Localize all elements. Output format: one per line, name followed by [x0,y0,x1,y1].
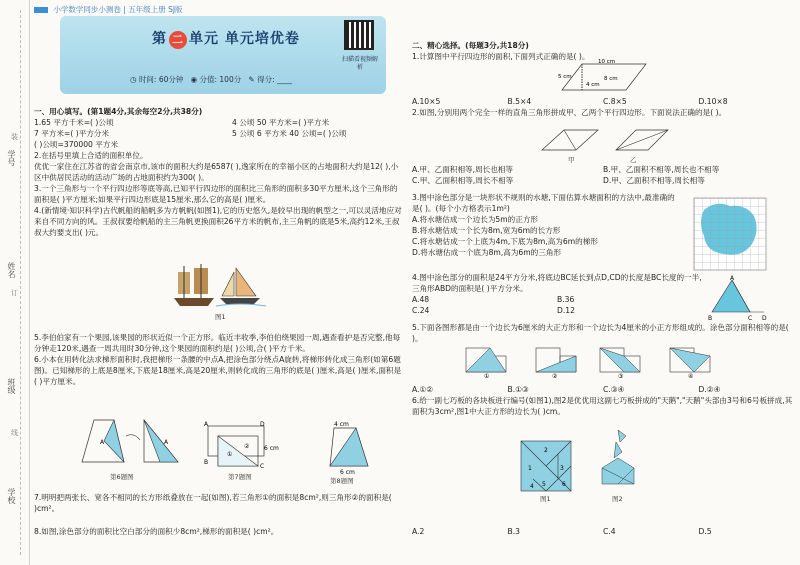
svg-text:①: ① [484,373,490,380]
right-q1-options [412,96,794,118]
trapezoid-shaded-figure [320,418,380,476]
fig7-caption: 第7题图 [228,473,252,481]
q5-option-c[interactable]: C.③④ [603,385,625,394]
q5-options [412,384,794,395]
svg-text:3: 3 [560,465,564,472]
q4-option-b[interactable]: B.36 [557,295,575,304]
svg-text:C: C [748,315,753,322]
choice-question-6: 6.给一副七巧板的各块板进行编号(如图1),图2是优优用这副七巧板拼成的"天鹅","天鹅"头部由3号和6号板拼成,其面积为3cm²,图1中大正方形的边长为( )cm。 [412,396,793,416]
q5-option-a[interactable]: A.①② [412,385,434,394]
svg-text:①: ① [227,451,233,458]
figure-jia: 甲 [568,156,575,164]
svg-text:B: B [708,315,713,322]
q2-options-row2 [412,175,794,186]
svg-text:D: D [260,421,265,428]
unit-banner [60,16,386,94]
q1-b: 4 公顷 50 平方米=( )平方米 [232,118,330,127]
fig1-caption: 图1 [215,313,226,321]
question-2: 2.在括号里填上合适的面积单位。 [34,151,148,160]
tangram-square-figure [520,440,572,492]
left-column-lower [34,332,402,387]
question-6: 6.小本在用转化法求梯形面积时,我把梯形一条腰的中点A,把涂色部分绕点A旋转,将梯形转化成三角形(如第6题图)。已知梯形的上底是8厘米,下底是18厘米,高是20厘米,则转化成的三角形的底是( )厘米,高是( )厘米,面积是( )平方厘米。 [34,355,402,386]
svg-text:A: A [204,421,209,428]
q2-option-a[interactable]: A.甲、乙面积相等,周长也相等 [412,165,514,174]
svg-text:4 cm: 4 cm [586,82,600,88]
section-choice: 二、精心选择。(每题3分,共18分) [412,41,529,50]
score-icon: ◉ [190,75,198,84]
q4-options-row2 [412,305,702,316]
got-score: 得分: ____ [257,75,292,84]
q1-option-c[interactable]: C.8×5 [603,97,627,106]
left-column [34,104,402,238]
choice-question-4: 4.图中涂色部分的面积是24平方分米,将底边BC延长到点D,CD的长度是BC长度的一半,三角形ABD的面积是( )平方分米。 [412,273,702,293]
svg-text:④: ④ [688,373,694,380]
q1-d: ( )公顷=370000 平方米 [34,140,119,149]
series-header: 小学数学同步小测卷 | 五年级上册 SJ版 [34,4,183,15]
tangram-fig2-caption: 图2 [612,495,623,503]
qr-code-icon[interactable] [344,20,374,50]
svg-text:1: 1 [528,465,532,472]
svg-text:4: 4 [530,483,534,490]
right-q6-options [412,526,794,537]
q1-c: 7 平方米=( )平方分米 [34,129,110,138]
q1-option-b[interactable]: B.5×4 [507,97,532,106]
q3-option-b[interactable]: B.将水塘估成一个长为8m,宽为6m的长方形 [412,226,561,235]
svg-text:②: ② [552,373,558,380]
svg-text:10 cm: 10 cm [598,59,616,65]
choice-question-5: 5.下面各图形都是由一个边长为6厘米的大正方形和一个边长为4厘米的小正方形组成的。涂色部分面积相等的是( )。 [412,323,789,343]
triangle-abd-figure [706,276,770,320]
q6-option-b[interactable]: B.3 [507,527,520,536]
q2-option-d[interactable]: D.甲、乙面积不相等,周长相等 [603,176,705,185]
total-score: 分值: 100分 [199,75,242,84]
question-2-text: 优优一家住在江苏省的省会南京市,该市的面积大约是6587( ),逸家所在的幸福小区的占地面积大约是12( ),小区中供居民活动的活动广场的占地面积约为300( )。 [34,162,399,182]
trapezoid-rotate-figure [80,418,180,468]
svg-text:B: B [204,459,209,466]
svg-text:2: 2 [544,447,548,454]
q4-option-c[interactable]: C.24 [412,306,430,315]
q5-option-d[interactable]: D.②④ [698,385,721,394]
student-name-label: 姓名 [7,262,16,278]
question-3: 3.一个三角形与一个平行四边形等底等高,已知平行四边形的面积比三角形的面积多30平方厘米,这个三角形的面积是( )平方厘米;如果平行四边形底是15厘米,那么它的高是( )厘米。 [34,184,398,204]
bind-mark-3: 线 [11,429,18,437]
unit-title [152,28,300,49]
svg-text:5: 5 [542,481,546,488]
title-suffix: 单元 单元培优卷 [189,31,300,47]
school-label: 学校 [7,488,16,504]
choice-question-2: 2.如图,分别用两个完全一样的直角三角形拼成甲、乙两个平行四边形。下面说法正确的是( )。 [412,108,727,117]
question-4: 4.(新情境·知识科学)古代帆船的船帆多为方帆帆(如图1),它的历史悠久,是较早出现的帆型之一,可以灵活地应对来自不同方向的风。王叔叔要给帆船的主三角帆更换面积26平方米的帆布,主三角帆的底是5米,高约12米,王叔叔大约要支出( )元。 [34,206,402,237]
q4-option-a[interactable]: A.48 [412,295,430,304]
svg-text:A: A [730,275,735,282]
choice-question-3: 3.图中涂色部分是一块形状不规则的水塘,下面估算水塘面积的方法中,最准确的是( )。(每个小方格表示1m²) [412,193,675,213]
q1-option-a[interactable]: A.10×5 [412,97,441,106]
pond-grid-figure [694,198,766,270]
right-q3 [412,192,682,258]
figure-yi: 乙 [630,156,637,164]
unit-number: 二 [169,31,187,49]
q5-option-b[interactable]: B.①③ [507,385,529,394]
svg-text:A: A [100,439,105,446]
fig6-caption: 第6题图 [110,473,134,481]
right-q5 [412,322,794,344]
fig8-caption: 第8题图 [330,477,354,485]
pen-icon: ✎ [248,75,255,84]
svg-text:6 cm: 6 cm [340,469,355,476]
tangram-swan-figure [598,428,638,494]
q2-option-c[interactable]: C.甲、乙面积相等,周长不相等 [412,176,514,185]
svg-text:6: 6 [562,481,566,488]
q6-option-c[interactable]: C.4 [603,527,616,536]
choice-question-1: 1.计算图中平行四边形的面积,下面列式正确的是( )。 [412,52,590,61]
parallelogram-figure [560,60,650,94]
bind-mark-2: 订 [11,289,18,297]
q1-row2 [34,128,402,139]
student-number-label: 学号 [7,150,16,166]
qr-caption: 扫描看视频解析 [341,56,378,71]
question-5: 5.李伯伯家有一个果园,该果园的形状近似一个正方形。临近丰收季,李伯伯绕果园一周,遇查看护是否完整,他每分钟走120米,遇查一周共用时30分钟,这个果园的面积约是( )公顷,合( )平方千米。 [34,333,401,353]
series-badge [34,7,48,13]
svg-text:A: A [164,439,169,446]
q1-e: 5 公顷 6 平方米 40 公顷=( )公顷 [232,129,347,138]
q3-option-a[interactable]: A.将水塘估成一个边长为5m的正方形 [412,215,539,224]
svg-text:4 cm: 4 cm [334,421,349,428]
question-7: 7.明明把两张长、宽各不相同的长方形纸叠放在一起(如图),若三角形①的面积是8cm²,则三角形②的面积是( )cm²。 [34,493,392,513]
exam-info [130,74,292,85]
q1-row1 [34,117,402,128]
sailboat-figure [170,262,270,310]
title-prefix: 第 [152,31,167,47]
svg-text:②: ② [244,443,250,450]
overlapping-rectangles-figure [200,420,280,470]
clock-icon: ◷ [130,75,137,84]
q1-options [412,96,794,107]
right-q2-options [412,164,794,186]
svg-text:6 cm: 6 cm [264,445,279,452]
two-parallelograms-figure [540,128,670,154]
section-fill-in: 一、用心填写。(第1题4分,其余每空2分,共38分) [34,107,203,116]
q6-option-d[interactable]: D.5 [698,527,712,536]
time-limit: 时间: 60分钟 [138,75,184,84]
q4-option-d[interactable]: D.12 [557,306,575,315]
q2-options-row1 [412,164,794,175]
grade-name: 五年级上册 SJ版 [128,5,183,14]
question-8: 8.如图,涂色部分的面积比空白部分的面积少8cm²,梯形的面积是( )cm²。 [34,527,279,536]
q6-option-a[interactable]: A.2 [412,527,425,536]
svg-text:③: ③ [618,373,624,380]
svg-text:8 cm: 8 cm [604,76,618,82]
tangram-fig1-caption: 图1 [540,495,551,503]
series-name: 小学数学同步小测卷 [53,5,121,14]
q2-option-b[interactable]: B.甲、乙面积不相等,周长也不相等 [603,165,720,174]
q3-option-d[interactable]: D.将水塘估成一个底为8m,高为6m的三角形 [412,248,562,257]
svg-text:D: D [762,315,767,322]
q1-option-d[interactable]: D.10×8 [698,97,728,106]
right-q5-options [412,384,794,417]
square-pairs-figure [462,346,762,378]
bind-mark-1: 装 [11,133,18,141]
left-column-bottom [34,492,402,537]
cut-line [20,10,21,555]
q6-options [412,526,794,537]
svg-text:C: C [260,463,265,470]
binding-sidebar [0,0,30,565]
class-label: 班级 [7,378,16,394]
q1-a: 1.65 平方千米=( )公顷 [34,118,114,127]
svg-text:5 cm: 5 cm [558,74,572,80]
q4-options-row1 [412,294,702,305]
q3-option-c[interactable]: C.将水塘估成一个上底为4m,下底为8m,高为6m的梯形 [412,237,598,246]
